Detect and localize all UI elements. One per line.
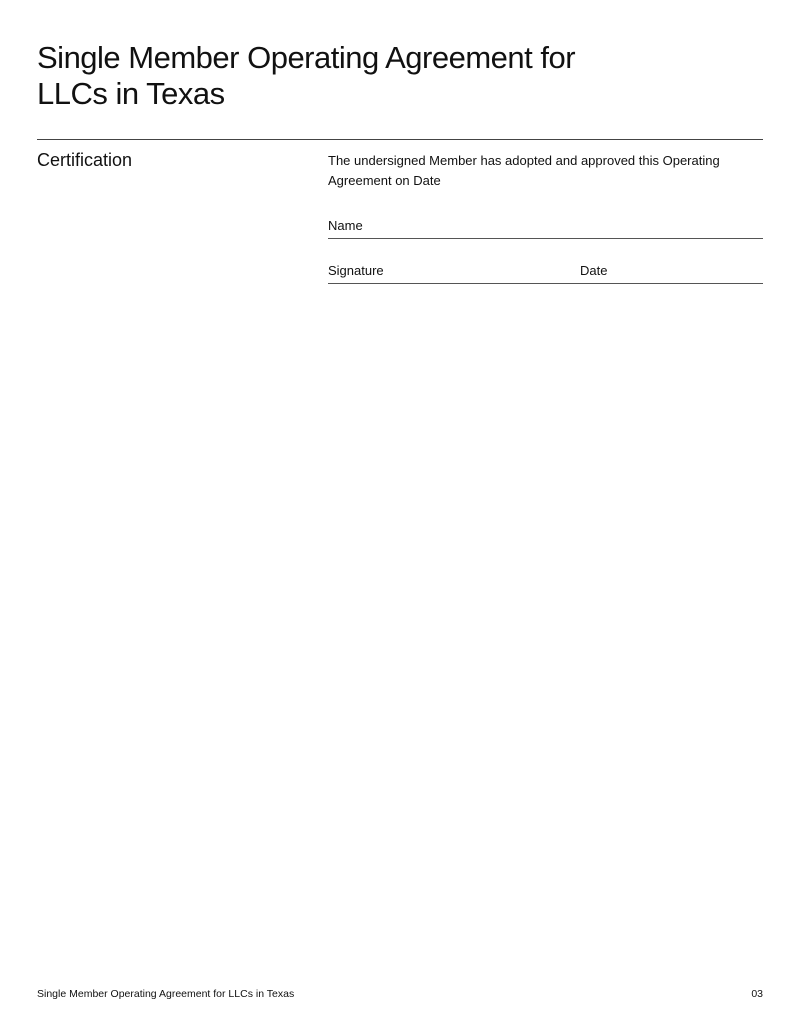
divider: [37, 139, 763, 140]
page-number: 03: [751, 988, 763, 1000]
certification-text: The undersigned Member has adopted and approved this Operating Agreement on Date: [328, 153, 720, 188]
section-heading: Certification: [37, 150, 133, 170]
page-title: Single Member Operating Agreement for LLCs in Texas: [37, 40, 576, 111]
footer-title: Single Member Operating Agreement for LLCs in Texas: [37, 988, 295, 1000]
date-label: Date: [580, 263, 608, 278]
signature-date-field[interactable]: [328, 261, 763, 284]
name-label: Name: [328, 218, 363, 233]
signature-label: Signature: [328, 263, 384, 278]
name-field[interactable]: [328, 216, 763, 239]
